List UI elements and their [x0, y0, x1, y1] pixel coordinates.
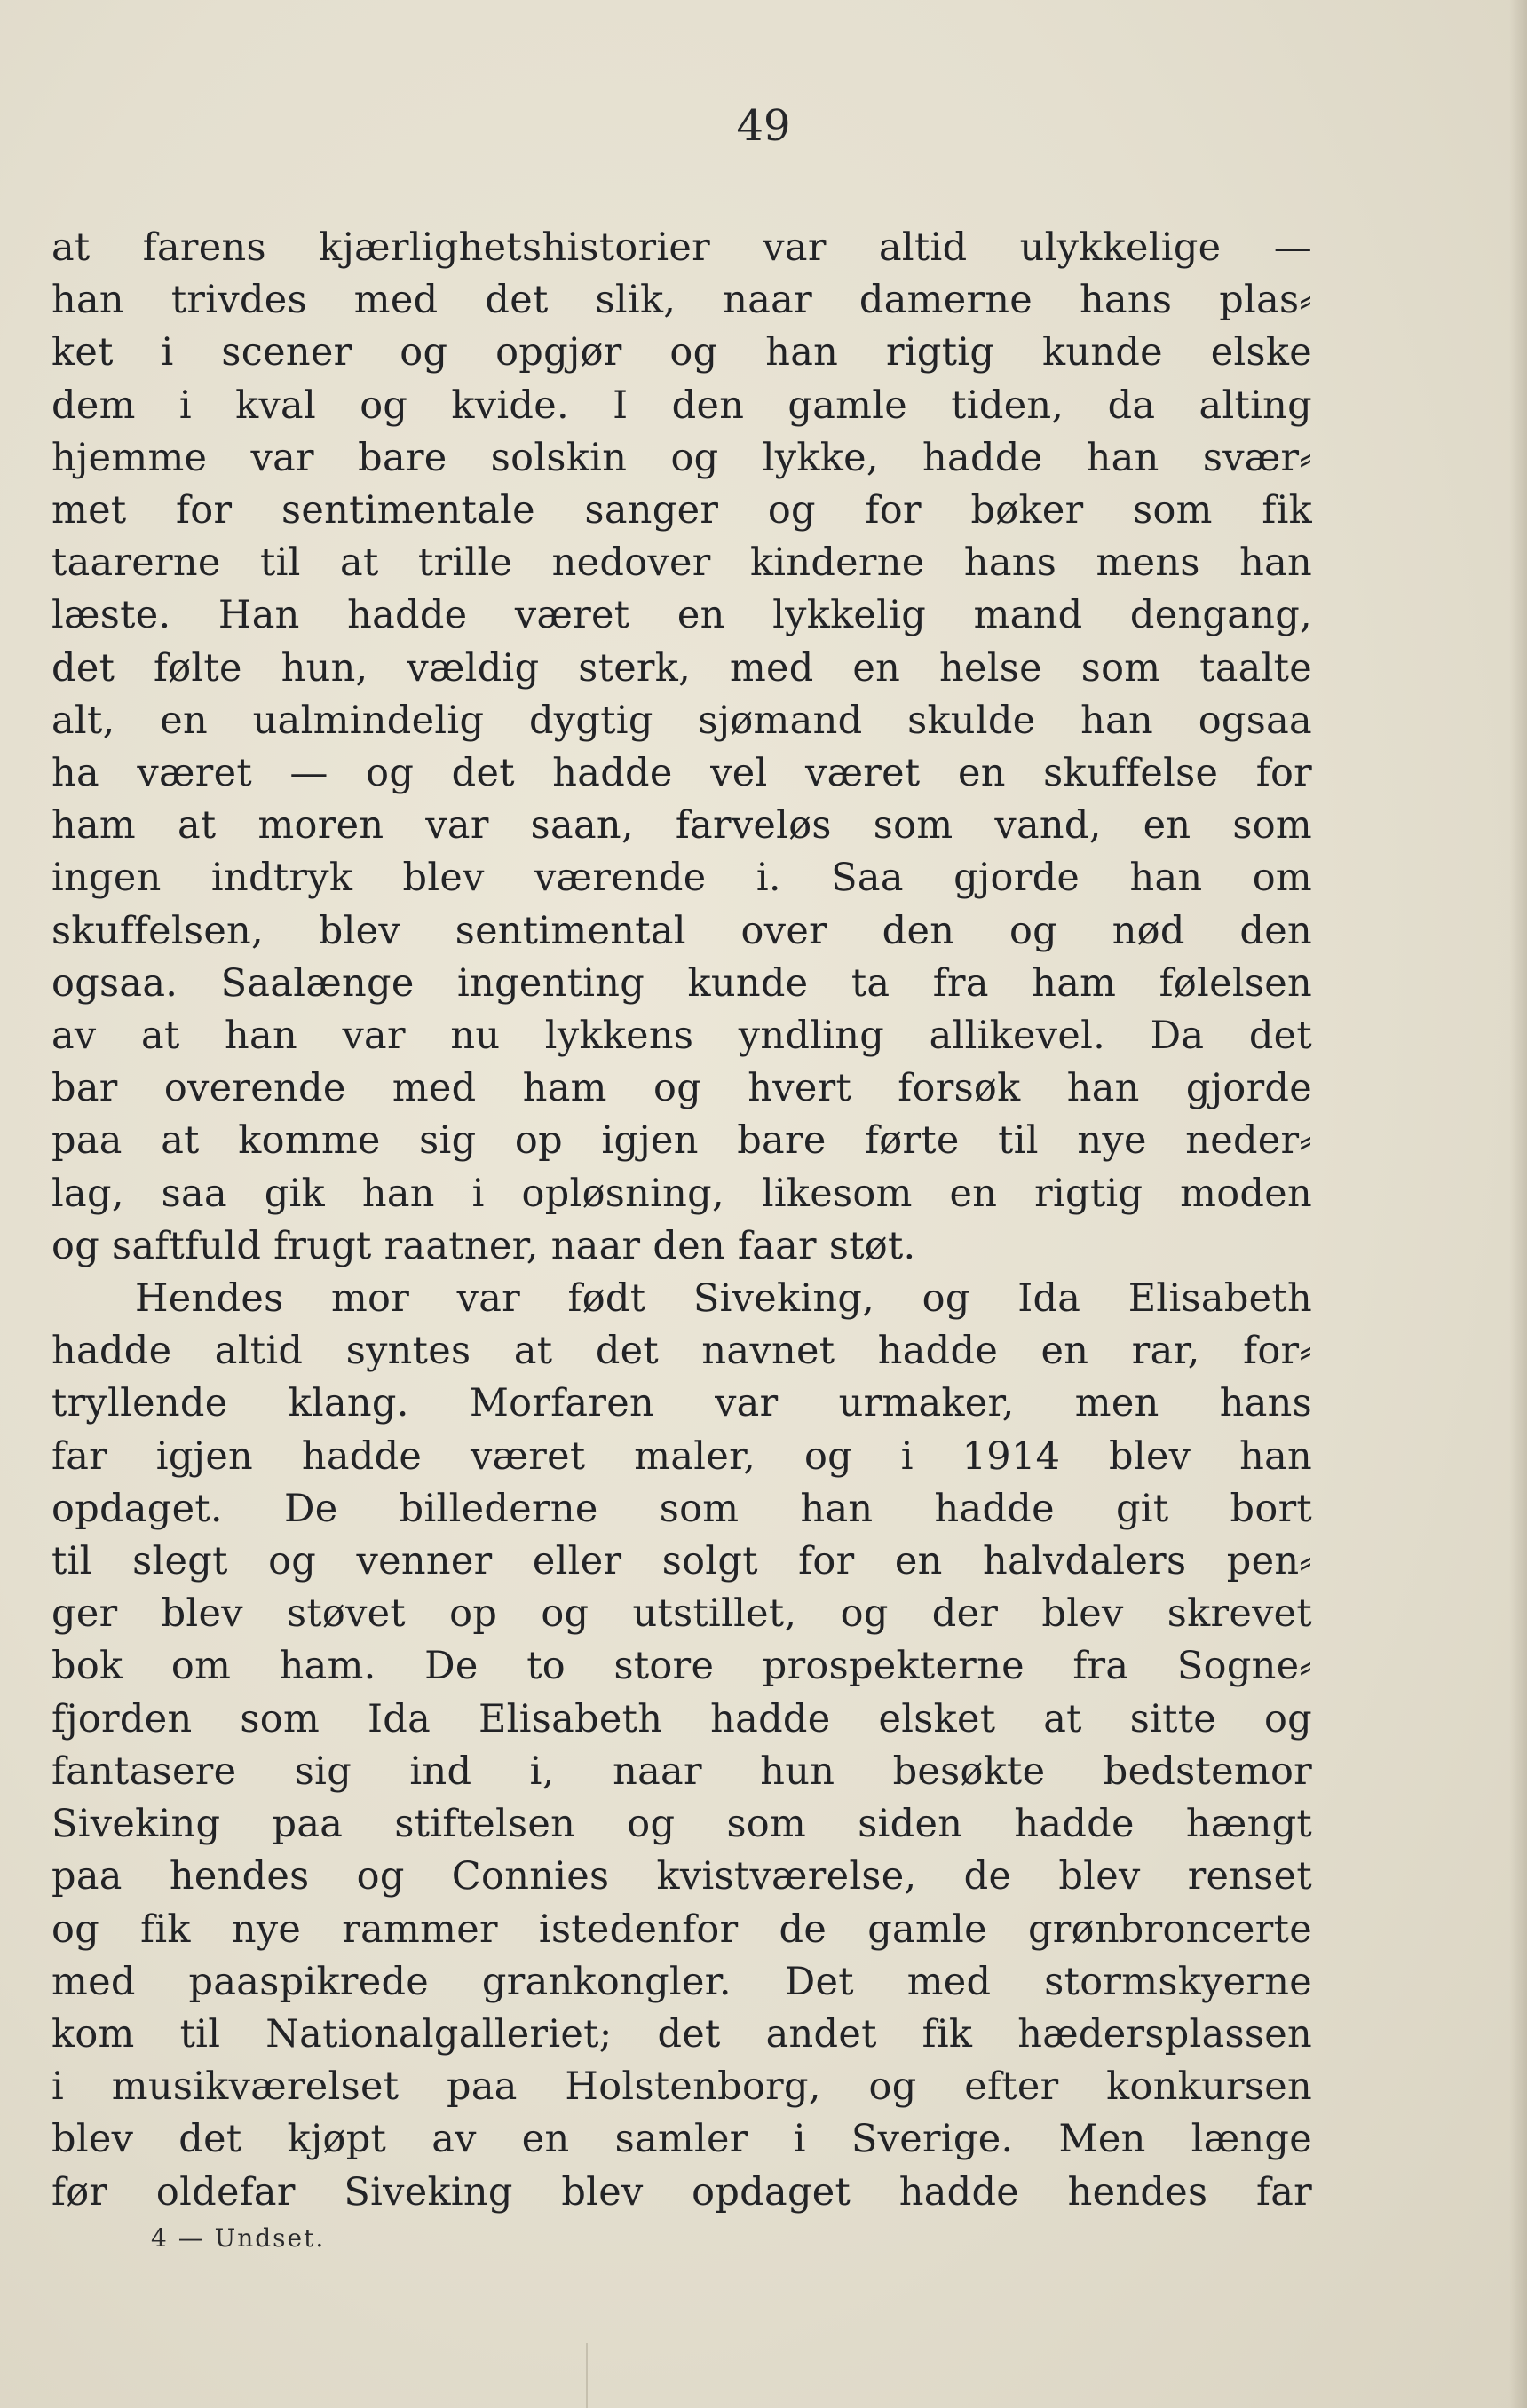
text-line: paa hendes og Connies kvistværelse, de blev renset — [51, 1854, 1312, 1899]
text-line: hadde altid syntes at det navnet hadde en rar, for⸗ — [51, 1329, 1312, 1374]
text-line: bok om ham. De to store prospekterne fra Sogne⸗ — [51, 1644, 1312, 1689]
text-line: taarerne til at trille nedover kinderne hans mens han — [51, 541, 1312, 586]
text-line: ha været — og det hadde vel været en skuffelse for — [51, 751, 1312, 796]
text-line: til slegt og venner eller solgt for en halvdalers pen⸗ — [51, 1539, 1312, 1584]
text-line: alt, en ualmindelig dygtig sjømand skulde han ogsaa — [51, 698, 1312, 743]
text-line: met for sentimentale sanger og for bøker som fik — [51, 488, 1312, 533]
text-line: fjorden som Ida Elisabeth hadde elsket at sitte og — [51, 1696, 1312, 1741]
text-line: kom til Nationalgalleriet; det andet fik hædersplassen — [51, 2011, 1312, 2057]
text-line: ket i scener og opgjør og han rigtig kunde elske — [51, 330, 1312, 375]
text-line: det følte hun, vældig sterk, med en helse som taalte — [51, 645, 1312, 691]
text-line: Siveking paa stiftelsen og som siden hadde hængt — [51, 1802, 1312, 1847]
text-line: i musikværelset paa Holstenborg, og efter konkursen — [51, 2065, 1312, 2110]
text-line: far igjen hadde været maler, og i 1914 blev han — [51, 1433, 1312, 1479]
text-line: ham at moren var saan, farveløs som vand, en som — [51, 803, 1312, 849]
page-crease — [586, 2343, 588, 2408]
page-number: 49 — [736, 101, 791, 151]
text-line: hjemme var bare solskin og lykke, hadde han svær⸗ — [51, 435, 1312, 480]
text-line: blev det kjøpt av en samler i Sverige. Men længe — [51, 2117, 1312, 2162]
text-line: med paaspikrede grankongler. Det med stormskyerne — [51, 1959, 1312, 2004]
text-line: fantasere sig ind i, naar hun besøkte bedstemor — [51, 1749, 1312, 1794]
text-line: dem i kval og kvide. I den gamle tiden, da alting — [51, 383, 1312, 428]
text-line: paa at komme sig op igjen bare førte til nye neder⸗ — [51, 1118, 1312, 1164]
text-line: Hendes mor var født Siveking, og Ida Elisabeth — [135, 1276, 1312, 1322]
text-line: og fik nye rammer istedenfor de gamle grønbroncerte — [51, 1907, 1312, 1952]
text-line: ger blev støvet op og utstillet, og der blev skrevet — [51, 1591, 1312, 1637]
text-line: lag, saa gik han i opløsning, likesom en rigtig moden — [51, 1171, 1312, 1216]
text-line: bar overende med ham og hvert forsøk han gjorde — [51, 1066, 1312, 1111]
text-line: før oldefar Siveking blev opdaget hadde hendes far — [51, 2169, 1312, 2215]
text-line: læste. Han hadde været en lykkelig mand dengang, — [51, 593, 1312, 638]
text-line: og saftfuld frugt raatner, naar den faar støt. — [51, 1223, 916, 1268]
page-edge-shadow — [1509, 0, 1527, 2408]
text-line: ogsaa. Saalænge ingenting kunde ta fra ham følelsen — [51, 960, 1312, 1006]
text-line: skuffelsen, blev sentimental over den og nød den — [51, 908, 1312, 953]
text-line: tryllende klang. Morfaren var urmaker, men hans — [51, 1381, 1312, 1426]
text-line: opdaget. De billederne som han hadde git bort — [51, 1486, 1312, 1531]
text-line: han trivdes med det slik, naar damerne hans plas⸗ — [51, 278, 1312, 323]
text-line: ingen indtryk blev værende i. Saa gjorde han om — [51, 856, 1312, 901]
body-text — [51, 222, 1312, 2219]
printer-signature-mark: 4 — Undset. — [151, 2223, 326, 2253]
text-line: av at han var nu lykkens yndling allikevel. Da det — [51, 1014, 1312, 1059]
text-line: at farens kjærlighetshistorier var altid ulykkelige — — [51, 225, 1312, 270]
